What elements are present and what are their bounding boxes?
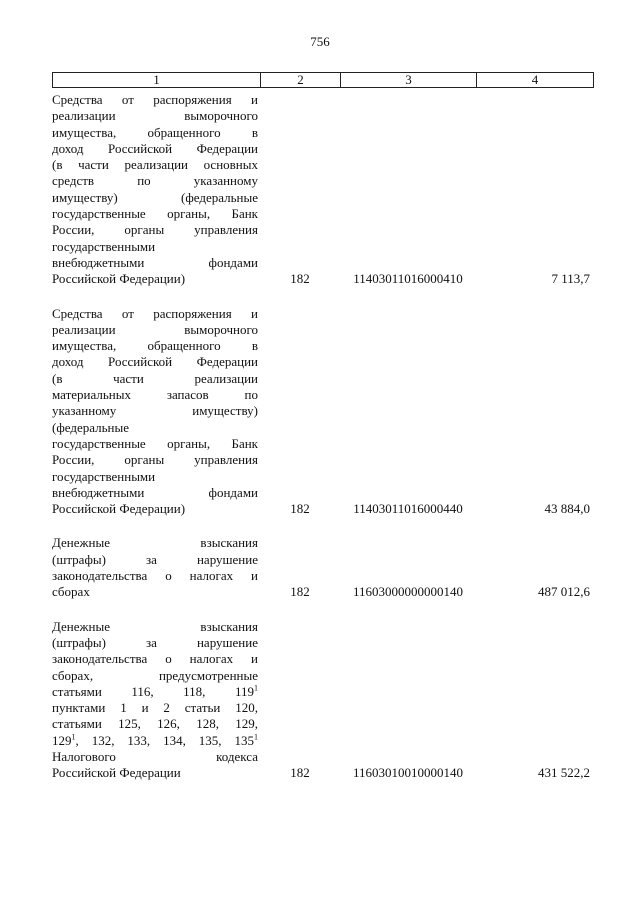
desc-line-with-superscript (52, 684, 258, 700)
header-col-1: 1 (53, 73, 261, 87)
desc-line: Средства от распоряжения и (52, 305, 258, 321)
desc-line: (федеральные (52, 419, 129, 435)
desc-line-with-superscript (52, 733, 258, 749)
desc-line: имущества, обращенного в (52, 338, 258, 354)
superscript: 1 (254, 732, 258, 742)
row-description (52, 306, 260, 518)
row-classification-code: 11603010010000140 (352, 765, 464, 781)
desc-line: материальных запасов по (52, 387, 258, 403)
desc-line: России, органы управления (52, 452, 258, 468)
desc-line: имущества, обращенного в (52, 124, 258, 140)
desc-line: доход Российской Федерации (52, 354, 258, 370)
desc-line: Российской Федерации (52, 765, 181, 781)
table-header (52, 72, 594, 88)
desc-line: (в части реализации основных (52, 157, 258, 173)
desc-text: 129 (52, 732, 72, 748)
superscript: 1 (71, 732, 76, 742)
desc-line: государственные органы, Банк (52, 206, 258, 222)
desc-line: реализации выморочного (52, 321, 258, 337)
row-amount: 7 113,7 (551, 271, 590, 287)
desc-line: пунктами 1 и 2 статьи 120, (52, 700, 258, 716)
desc-line: статьями 125, 126, 128, 129, (52, 716, 258, 732)
row-description (52, 92, 260, 288)
desc-line: доход Российской Федерации (52, 140, 258, 156)
desc-line: имуществу) (федеральные (52, 189, 258, 205)
table-body (52, 92, 594, 800)
desc-line: законодательства о налогах и (52, 568, 258, 584)
header-col-3: 3 (341, 73, 477, 87)
row-amount: 431 522,2 (538, 765, 590, 781)
row-admin-code: 182 (290, 271, 310, 287)
row-amount: 487 012,6 (538, 584, 590, 600)
desc-text: статьями 116, 118, 119 (52, 683, 254, 699)
header-col-2: 2 (261, 73, 341, 87)
table-row (52, 619, 594, 782)
desc-line: государственными (52, 468, 156, 484)
desc-line: реализации выморочного (52, 108, 258, 124)
desc-line: внебюджетными фондами (52, 484, 258, 500)
table-row (52, 535, 594, 600)
row-admin-code: 182 (290, 584, 310, 600)
row-classification-code: 11603000000000140 (352, 584, 464, 600)
desc-line: средств по указанному (52, 173, 258, 189)
header-col-4: 4 (531, 72, 539, 87)
desc-text: , 132, 133, 134, 135, 135 (75, 732, 254, 748)
desc-line: указанному имуществу) (52, 403, 258, 419)
desc-line: внебюджетными фондами (52, 254, 258, 270)
desc-line: (штрафы) за нарушение (52, 551, 258, 567)
desc-line: Российской Федерации) (52, 501, 186, 517)
desc-line: законодательства о налогах и (52, 651, 258, 667)
row-amount: 43 884,0 (544, 501, 590, 517)
row-admin-code: 182 (290, 501, 310, 517)
page-number: 756 (310, 34, 330, 49)
superscript: 1 (254, 683, 258, 693)
table-row (52, 306, 594, 518)
row-classification-code: 11403011016000440 (353, 501, 463, 517)
desc-line: сборах, предусмотренные (52, 667, 258, 683)
desc-line: Денежные взыскания (52, 535, 258, 551)
desc-line: государственными (52, 238, 156, 254)
row-admin-code: 182 (290, 765, 310, 781)
desc-line: Средства от распоряжения и (52, 92, 258, 107)
desc-line: России, органы управления (52, 222, 258, 238)
row-classification-code: 11403011016000410 (353, 271, 463, 287)
desc-line: Денежные взыскания (52, 618, 258, 634)
row-description (52, 535, 260, 600)
desc-line: (в части реализации (52, 370, 258, 386)
desc-line: (штрафы) за нарушение (52, 634, 258, 650)
desc-line: Налогового кодекса (52, 748, 258, 764)
table-row (52, 92, 594, 288)
desc-line: государственные органы, Банк (52, 435, 258, 451)
desc-line: сборах (52, 584, 90, 600)
desc-line: Российской Федерации) (52, 271, 186, 287)
row-description (52, 619, 260, 782)
